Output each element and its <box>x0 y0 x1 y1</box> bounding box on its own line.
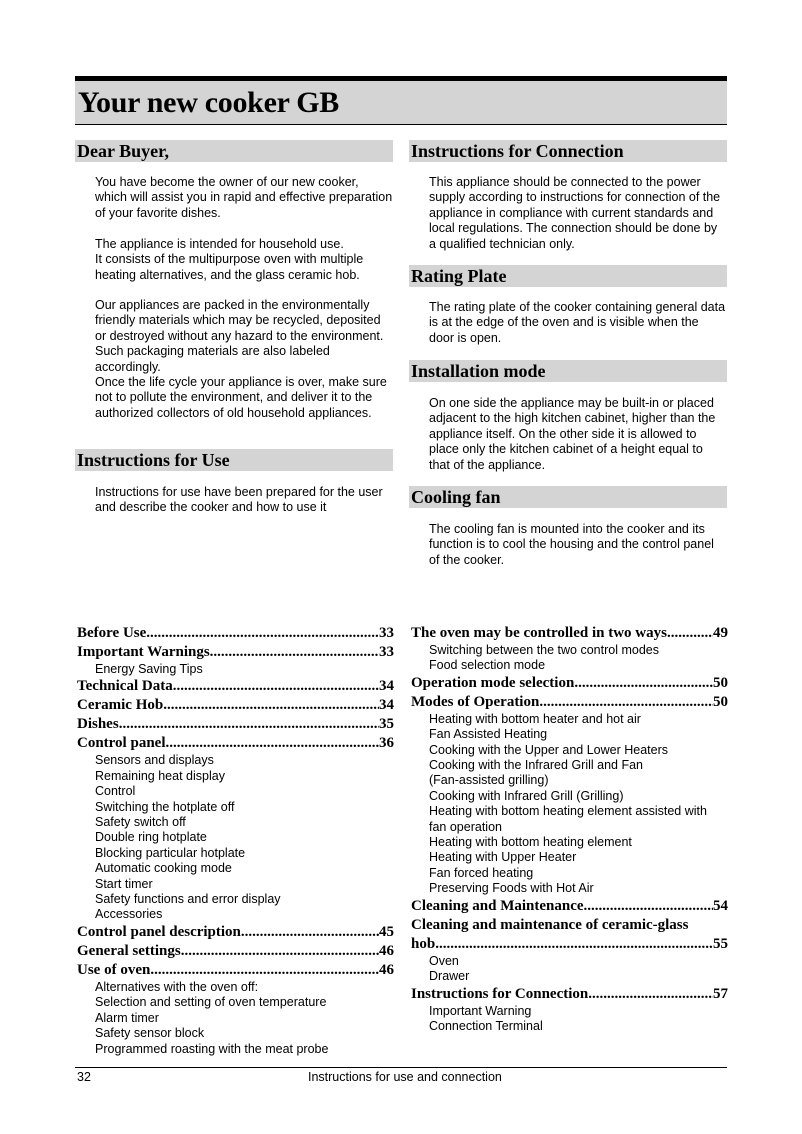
toc-entry[interactable] <box>77 715 394 734</box>
instructions-use-paragraph: Instructions for use have been prepared for the user and describe the cooker and how to use it <box>95 485 383 515</box>
section-heading-dear-buyer: Dear Buyer, <box>75 140 393 162</box>
footer-rule <box>75 1067 727 1068</box>
section-heading-rating-plate: Rating Plate <box>409 265 727 287</box>
toc-entry[interactable] <box>77 734 394 922</box>
toc-subentry: Safety sensor block <box>95 1026 205 1041</box>
toc-entry-page: 49 <box>713 625 728 641</box>
toc-subentry: Important Warning <box>429 1003 532 1018</box>
toc-subentry: Switching between the two control modes <box>429 643 659 657</box>
toc-right-column <box>411 624 728 1034</box>
toc-entry-title: Technical Data <box>77 678 173 695</box>
toc-subentry: Switching the hotplate off <box>95 799 235 814</box>
toc-subentry: Oven <box>429 953 459 968</box>
section-heading-instructions-use: Instructions for Use <box>75 449 393 471</box>
toc-subentry: Blocking particular hotplate <box>95 845 246 860</box>
toc-subentry: Double ring hotplate <box>95 830 207 845</box>
toc-entry-page: 50 <box>713 693 728 710</box>
toc-entry[interactable] <box>411 624 728 674</box>
toc-entry-page: 34 <box>379 678 394 695</box>
toc-subentry: Connection Terminal <box>429 1018 543 1033</box>
toc-entry-page: 54 <box>713 897 728 914</box>
toc-subentry: Heating with bottom heating element <box>429 835 632 850</box>
toc-subentry: Accessories <box>95 907 163 922</box>
toc-subentry: Programmed roasting with the meat probe <box>95 1041 329 1056</box>
toc-subentry: Sensors and displays <box>95 753 214 768</box>
connection-paragraph: This appliance should be connected to the power supply according to instructions for connection of the appliance in compliance with current standards and local regulations. The connection should be done by a qualified technician only. <box>429 175 721 251</box>
dear-buyer-paragraph-1: You have become the owner of our new cooker, which will assist you in rapid and effective preparation of your favorite dishes. <box>95 175 393 220</box>
toc-entry-page: 46 <box>379 942 394 959</box>
toc-subentry: Cooking with the Infrared Grill and Fan <box>429 758 643 773</box>
toc-subentry: Fan Assisted Heating <box>429 727 548 742</box>
toc-entry[interactable] <box>77 961 394 1057</box>
toc-subentry: Heating with bottom heating element assisted with fan operation <box>429 804 707 834</box>
toc-entry[interactable] <box>411 897 728 916</box>
toc-entry[interactable] <box>411 916 728 985</box>
toc-entry-title: Dishes <box>77 716 119 733</box>
toc-entry-title: Use of oven <box>77 961 151 978</box>
page-number: 32 <box>77 1070 91 1084</box>
toc-entry-title: The oven may be controlled in two ways <box>411 625 667 641</box>
toc-entry[interactable] <box>77 677 394 696</box>
rating-plate-paragraph: The rating plate of the cooker containing general data is at the edge of the oven and is visible when the door is open. <box>429 300 726 345</box>
section-heading-connection: Instructions for Connection <box>409 140 727 162</box>
toc-subentry: Safety switch off <box>95 815 186 830</box>
section-heading-cooling-fan: Cooling fan <box>409 486 727 508</box>
toc-entry-page: 33 <box>379 644 394 660</box>
toc-entry-page: 50 <box>713 674 728 691</box>
toc-entry-page: 57 <box>713 985 728 1002</box>
toc-left-column <box>77 624 394 1057</box>
toc-entry-page: 35 <box>379 716 394 733</box>
toc-entry-page: 36 <box>379 735 394 752</box>
toc-entry[interactable] <box>411 693 728 897</box>
toc-entry[interactable] <box>77 696 394 715</box>
toc-entry-title: Before Use <box>77 625 147 641</box>
toc-subentry: Fan forced heating <box>429 865 534 880</box>
toc-entry-title: Modes of Operation <box>411 693 540 710</box>
toc-subentry: Cooking with Infrared Grill (Grilling) <box>429 788 624 803</box>
toc-subentry: Start timer <box>95 876 153 891</box>
toc-entry-title: General settings <box>77 942 181 959</box>
toc-entry-title-line2: hob <box>411 935 436 952</box>
toc-entry-title: Control panel <box>77 735 166 752</box>
toc-entry[interactable] <box>77 942 394 961</box>
installation-paragraph: On one side the appliance may be built-in or placed adjacent to the high kitchen cabinet, higher than the appliance itself. On the other side it is allowed to place only the kitchen cabinet of a height equal to that of the appliance. <box>429 396 716 472</box>
title-banner <box>75 81 727 125</box>
dear-buyer-paragraph-2: The appliance is intended for household use. It consists of the multipurpose oven with multiple heating alternatives, and the glass ceramic hob. <box>95 237 364 282</box>
toc-subentry: Automatic cooking mode <box>95 861 232 876</box>
toc-entry-title: Operation mode selection <box>411 674 575 691</box>
toc-subentry: Heating with bottom heater and hot air <box>429 711 641 726</box>
toc-entry-title: Ceramic Hob <box>77 697 164 714</box>
toc-entry-page: 46 <box>379 961 394 978</box>
toc-subentry: Preserving Foods with Hot Air <box>429 881 594 896</box>
toc-subentry: Drawer <box>429 969 470 984</box>
toc-entry[interactable] <box>77 643 394 677</box>
toc-entry[interactable] <box>77 624 394 643</box>
toc-subentry: Safety functions and error display <box>95 892 281 907</box>
toc-entry-title: Control panel description <box>77 923 241 940</box>
toc-entry[interactable] <box>411 674 728 693</box>
toc-entry-page: 45 <box>379 923 394 940</box>
toc-subentry: Selection and setting of oven temperature <box>95 995 327 1010</box>
toc-entry-title: Instructions for Connection <box>411 985 589 1002</box>
cooling-fan-paragraph: The cooling fan is mounted into the cooker and its function is to cool the housing and the control panel of the cooker. <box>429 522 714 567</box>
footer-text: Instructions for use and connection <box>308 1070 502 1084</box>
toc-subentry: Energy Saving Tips <box>95 662 203 676</box>
toc-entry-page: 33 <box>379 625 394 641</box>
toc-subentry: (Fan-assisted grilling) <box>429 773 549 788</box>
toc-subentry: Heating with Upper Heater <box>429 850 577 865</box>
toc-entry-title: Cleaning and Maintenance <box>411 897 584 914</box>
toc-subentry: Remaining heat display <box>95 768 225 783</box>
section-heading-installation: Installation mode <box>409 360 727 382</box>
toc-subentry: Alternatives with the oven off: <box>95 979 259 994</box>
toc-subentry: Alarm timer <box>95 1010 159 1025</box>
toc-entry-title: Important Warnings <box>77 644 210 660</box>
toc-subentry: Food selection mode <box>429 658 546 673</box>
dear-buyer-paragraph-3: Our appliances are packed in the environmentally friendly materials which may be recycled, deposited or destroyed without any hazard to the environment. Such packaging materials are also labeled accordingly. Once the life cycle your appliance is over, make sure not to pollute the environment, and deliver it to the authorized collectors of old household appliances. <box>95 298 387 420</box>
toc-entry[interactable] <box>77 923 394 942</box>
page-title: Your new cooker GB <box>78 86 339 119</box>
toc-subentry: Cooking with the Upper and Lower Heaters <box>429 742 669 757</box>
toc-entry-page: 55 <box>713 935 728 952</box>
toc-entry[interactable] <box>411 985 728 1035</box>
toc-subentry: Control <box>95 784 136 799</box>
toc-entry-page: 34 <box>379 697 394 714</box>
toc-entry-title-line1: Cleaning and maintenance of ceramic-glass <box>411 916 689 933</box>
